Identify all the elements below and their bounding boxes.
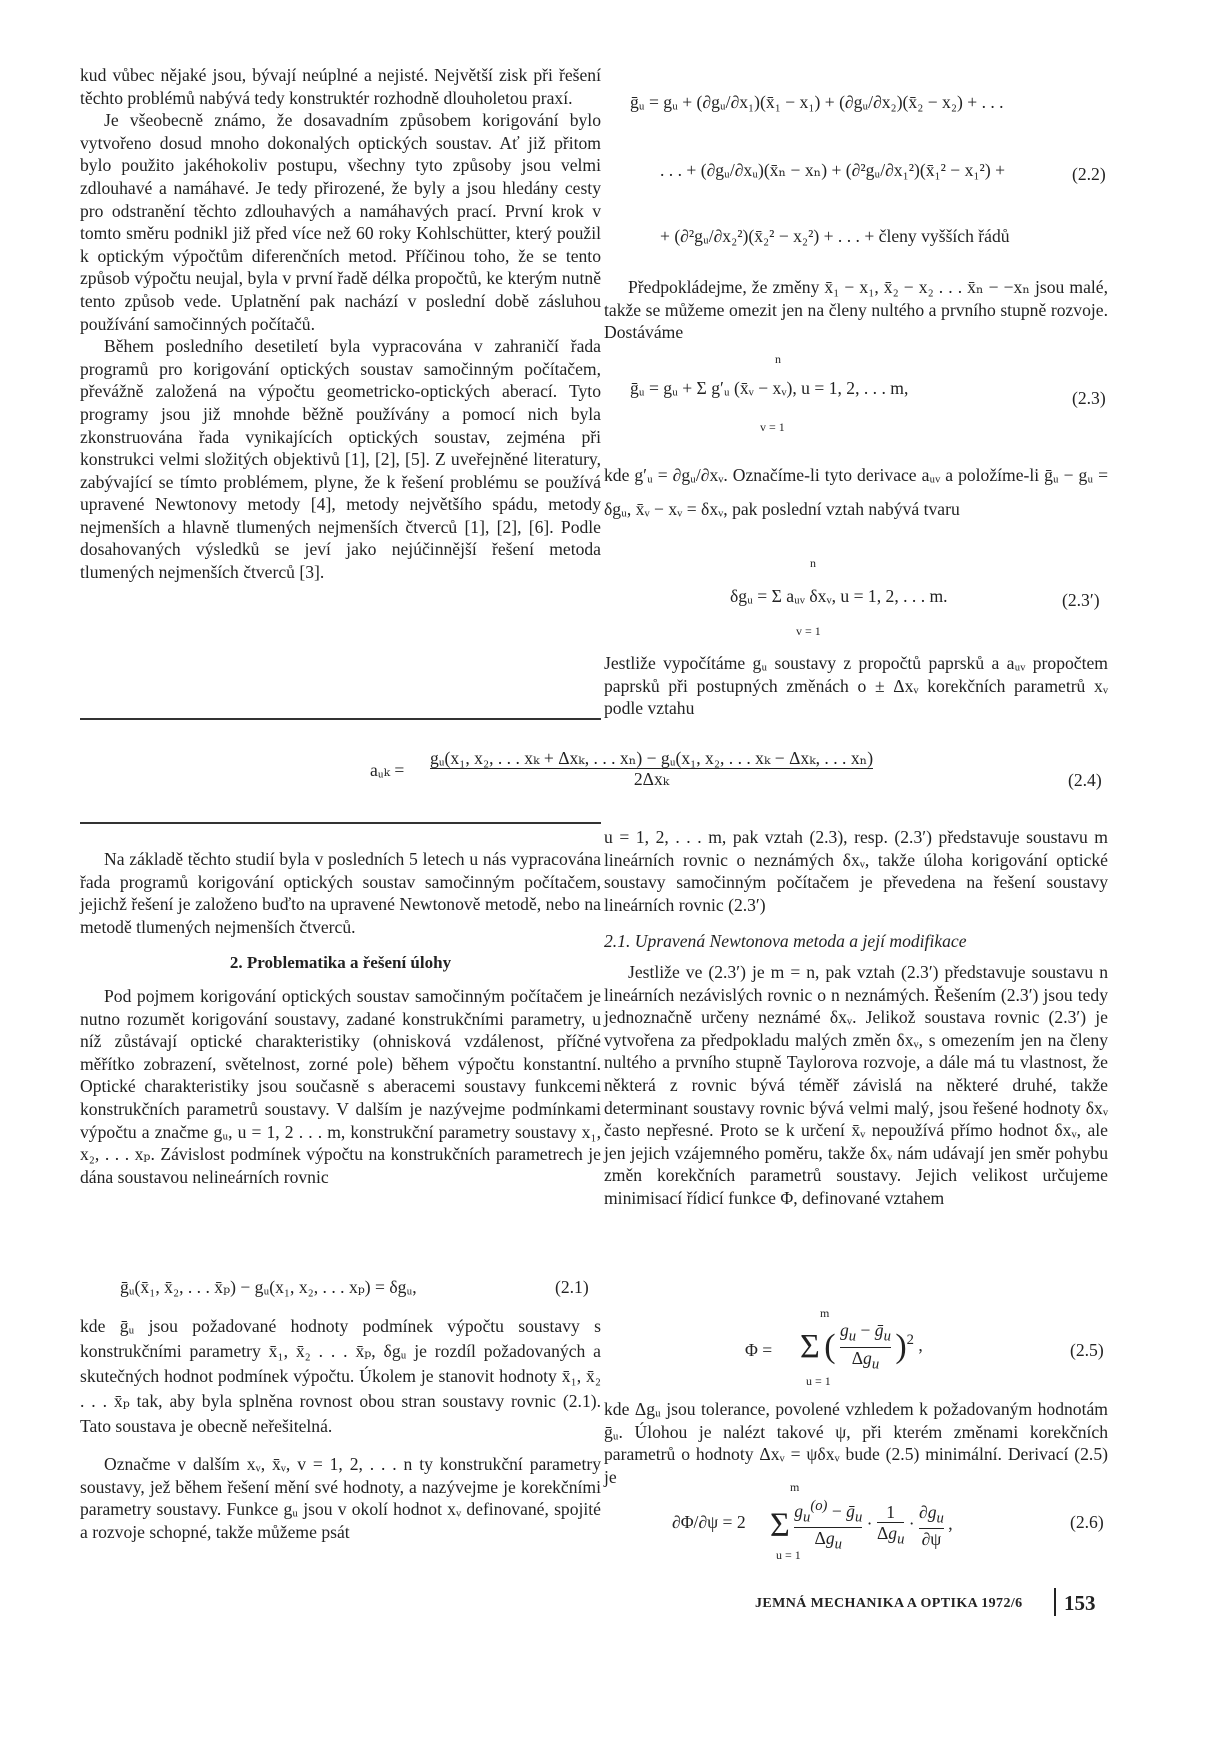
equation-2-1: ḡᵤ(x̄₁, x̄₂, . . . x̄ₚ) − gᵤ(x₁, x₂, . . . xₚ) = δgᵤ,	[120, 1277, 417, 1297]
lower-left-column	[80, 848, 601, 1188]
footer-separator	[1054, 1588, 1056, 1616]
fraction	[877, 1502, 904, 1550]
subsection-heading: 2.1. Upravená Newtonova metoda a její modifikace	[604, 931, 967, 952]
equation-2-5-body: Σ ( $\frac{g_u - ḡ_u}{\Delta g_u}$ )$^2$ ,	[800, 1320, 923, 1373]
denominator: $\Delta g_u$	[840, 1347, 891, 1375]
column-divider-rule	[80, 822, 601, 824]
equation-2-2-line-3: + (∂²gᵤ/∂x₂²)(x̄₂² − x₂²) + . . . + členy vyšších řádů	[660, 226, 1010, 246]
numerator: $\partial g_u$	[919, 1501, 944, 1527]
paragraph: kud vůbec nějaké jsou, bývají neúplné a nejisté. Největší zisk při řešení těchto problémů nabývá tedy konstruktér rozhodně dlouholetou praxí.	[80, 65, 601, 108]
sum-lower-limit: u = 1	[806, 1374, 831, 1388]
sum-upper-limit: n	[775, 352, 781, 366]
section-heading: 2. Problematika a řešení úlohy	[229, 953, 452, 973]
fraction	[794, 1496, 862, 1555]
numerator: $g_u$ − ḡ$_u$	[839, 1320, 891, 1345]
column-divider-rule	[80, 718, 601, 720]
journal-footer: JEMNÁ MECHANIKA A OPTIKA 1972/6	[755, 1596, 1023, 1611]
denominator: ∂ψ	[919, 1528, 944, 1549]
paragraph: Jestliže ve (2.3′) je m = n, pak vztah (2.3′) představuje soustavu n lineárních nezávislých rovnic o n neznámých. Řešením (2.3′) jsou tedy jednoznačně určeny neznámé δxᵥ. Jelikož soustava rovnic (2.3′) je vytvořena za předpokladu malých změn δxᵥ, s omezením jen na členy nultého a prvního stupně Taylorova rozvoje, a dále má tu vlastnost, že některá z rovnic bývá téměř závislá na některé druhé, takže determinant soustavy rovnic bývá velmi malý, jsou řešené hodnoty δxᵥ často nepřesné. Proto se k určení x̄ᵥ nepoužívá přímo hodnot δxᵥ, ale jen jejich vzájemného poměru, takže δxᵥ nám udávají jen směr pohybu změn korekčních parametrů soustavy. Jejich velikost určujeme minimisací řídicí funkce Φ, definované vztahem	[604, 961, 1108, 1208]
equation-2-6-lhs: ∂Φ/∂ψ = 2	[672, 1512, 746, 1532]
paren: )	[895, 1328, 907, 1366]
paragraph: Na základě těchto studií byla v posledních 5 letech u nás vypracována řada programů korigování optických soustav samočinným počítačem, jejichž řešení je založeno buďto na upravené Newtonově metodě, nebo na metodě tlumených nejmenších čtverců.	[80, 849, 601, 937]
fraction	[840, 1320, 891, 1374]
paren: (	[824, 1328, 836, 1366]
equation-number: (2.3)	[1072, 388, 1106, 408]
lower-right-column	[604, 826, 1108, 1210]
fraction	[919, 1502, 944, 1550]
sum-upper-limit: m	[820, 1306, 830, 1320]
denominator: 2Δxₖ	[430, 768, 873, 789]
fraction	[430, 748, 873, 789]
paragraph: Předpokládejme, že změny x̄₁ − x₁, x̄₂ − x₂ . . . x̄ₙ − −xₙ jsou malé, takže se můžeme omezit jen na členy nultého a prvního stupně rozvoje. Dostáváme	[604, 277, 1108, 343]
right-top-text-3	[604, 652, 1108, 720]
equation-2-3-prime: δgᵤ = Σ aᵤᵥ δxᵥ, u = 1, 2, . . . m.	[730, 586, 948, 606]
right-top-text-1	[604, 276, 1108, 344]
sum-lower-limit: v = 1	[760, 420, 785, 434]
equation-number: (2.2)	[1072, 164, 1106, 184]
equation-2-5-lhs: Φ =	[745, 1340, 773, 1360]
left-top-column	[80, 64, 601, 584]
paragraph: Označme v dalším xᵥ, x̄ᵥ, v = 1, 2, . . . n ty konstrukční parametry soustavy, jež během řešení mění své hodnoty, a nazývejme je korekčními parametry soustavy. Funkce gᵤ jsou v okolí hodnot xᵥ definované, spojité a rozvoje schopné, takže můžeme psát	[80, 1454, 601, 1542]
sum-lower-limit: v = 1	[796, 624, 821, 638]
equation-2-4-lhs: aᵤₖ =	[370, 760, 405, 780]
equation-number: (2.3′)	[1062, 590, 1100, 610]
equation-2-2-line-2: . . . + (∂gᵤ/∂xᵤ)(x̄ₙ − xₙ) + (∂²gᵤ/∂x₁²)(x̄₁² − x₁²) +	[660, 160, 1006, 180]
page-number: 153	[1064, 1591, 1096, 1615]
paragraph: kde Δgᵤ jsou tolerance, povolené vzhledem k požadovaným hodnotám ḡᵤ. Úlohou je nalézt takové ψ, při kterém změnami korekčních parametrů o hodnoty Δxᵥ = ψδxᵥ bude (2.5) minimální. Derivací (2.5) je	[604, 1399, 1108, 1487]
right-top-text-2	[604, 458, 1108, 526]
paragraph: Je všeobecně známo, že dosavadním způsobem korigování bylo vytvořeno dosud mnoho dokonalých optických soustav. Ať již přitom bylo použito jakéhokoliv postupu, všechny tyto způsoby jsou velmi zdlouhavé a namáhavé. Je tedy přirozené, že byly a jsou hledány cesty pro odstranění těchto zdlouhavých a namáhavých prací. První krok v tomto směru podnikl již před více než 60 roky Kohlschütter, který použil k optickým výpočtům diferenčních metod. Příčinou toho, že se tento způsob výpočtu neujal, byla v první řadě délka propočtů, ke kterým nutně tento způsob vede. Uplatnění pak nachází v poslední době zásluhou používání samočinných počítačů.	[80, 110, 601, 334]
equation-2-2-line-1: ḡᵤ = gᵤ + (∂gᵤ/∂x₁)(x̄₁ − x₁) + (∂gᵤ/∂x₂)(x̄₂ − x₂) + . . .	[630, 92, 1004, 112]
equation-2-4-fraction	[430, 748, 873, 789]
paragraph: Jestliže vypočítáme gᵤ soustavy z propočtů paprsků a aᵤᵥ propočtem paprsků při postupných změnách o ± Δxᵥ korekčních parametrů xᵥ podle vztahu	[604, 653, 1108, 719]
equation-number: (2.4)	[1068, 770, 1102, 790]
equation-number: (2.5)	[1070, 1340, 1104, 1360]
sum-symbol: Σ	[800, 1328, 820, 1366]
equation-2-3	[630, 378, 908, 399]
numerator: 1	[886, 1501, 896, 1522]
lower-left-column-2	[80, 1314, 601, 1543]
paragraph: kde g′ᵤ = ∂gᵤ/∂xᵥ. Označíme-li tyto derivace aᵤᵥ a položíme-li ḡᵤ − gᵤ = δgᵤ, x̄ᵥ − xᵥ = δxᵥ, pak poslední vztah nabývá tvaru	[604, 465, 1108, 519]
equation-body: ḡᵤ = gᵤ + Σ g′ᵤ (x̄ᵥ − xᵥ), u = 1, 2, . . . m,	[630, 378, 909, 398]
equation-number: (2.6)	[1070, 1512, 1104, 1532]
denominator: $\Delta g_u$	[794, 1527, 862, 1555]
lower-right-column-2	[604, 1398, 1108, 1488]
paragraph: Pod pojmem korigování optických soustav samočinným počítačem je nutno rozumět korigování soustavy, zadané konstrukčními parametry, u níž zůstávají optické charakteristiky (ohnisková vzdálenost, příčné měřítko zobrazení, světelnost, zorné pole) během výpočtu konstantní. Optické charakteristiky jsou současně s aberacemi soustavy funkcemi konstrukčních parametrů soustavy. V dalším je nazývejme podmínkami výpočtu a značme gᵤ, u = 1, 2 . . . m, konstrukční parametry soustavy x₁, x₂, . . . xₚ. Závislost podmínek výpočtu na konstrukčních parametrech je dána soustavou nelineárních rovnic	[80, 985, 601, 1187]
sum-upper-limit: n	[810, 556, 816, 570]
sum-lower-limit: u = 1	[776, 1548, 801, 1562]
paragraph: Během posledního desetiletí byla vypracována v zahraničí řada programů pro korigování optických soustav samočinným počítačem, převážně založená na výpočtu geometricko-optických aberací. Tyto programy jsou již mnohde běžně používány a pomocí nich byla zkonstruována řada vynikajících optických soustav, zejména při konstrukci velmi složitých objektivů [1], [2], [5]. Z uveřejněné literatury, zabývající se tímto problémem, plyne, že k řešení problému se používá upravené Newtonovy metody [4], metody největšího spádu, metody nejmenších a hlavně tlumených nejmenších čtverců [1], [2], [6]. Podle dosahovaných výsledků se jeví jako nejúčinnější řešení metoda tlumených nejmenších čtverců [3].	[80, 336, 601, 583]
numerator: $g_u^{(o)}$ − ḡ$_u$	[794, 1498, 863, 1526]
equation-number: (2.1)	[555, 1277, 589, 1297]
numerator: gᵤ(x₁, x₂, . . . xₖ + Δxₖ, . . . xₙ) − gᵤ(x₁, x₂, . . . xₖ − Δxₖ, . . . xₙ)	[430, 748, 874, 768]
sum-upper-limit: m	[790, 1480, 800, 1494]
paragraph: kde ḡᵤ jsou požadované hodnoty podmínek výpočtu soustavy s konstrukčními parametry x̄₁, x̄₂ . . . x̄ₚ, δgᵤ je rozdíl požadovaných a skutečných hodnot podmínek výpočtu. Úkolem je stanovit hodnoty x̄₁, x̄₂ . . . x̄ₚ tak, aby byla splněna rovnost obou stran soustavy rovnic (2.1). Tato soustava je obecně neřešitelná.	[80, 1316, 601, 1436]
paragraph: u = 1, 2, . . . m, pak vztah (2.3), resp. (2.3′) představuje soustavu m lineárních rovnic o neznámých δxᵥ, takže úloha korigování optické soustavy samočinným počítačem je převedena na řešení soustavy lineárních rovnic (2.3′)	[604, 827, 1108, 915]
equation-2-6-body: Σ $\frac{g_u^{(o)} - ḡ_u}{\Delta g_u}$ · $\frac{1}{\Delta g_u}$ · $\frac{\partial g_u}{\partial\psi}$ ,	[770, 1498, 953, 1553]
sum-symbol: Σ	[770, 1506, 790, 1544]
denominator: $\Delta g_u$	[876, 1522, 905, 1548]
